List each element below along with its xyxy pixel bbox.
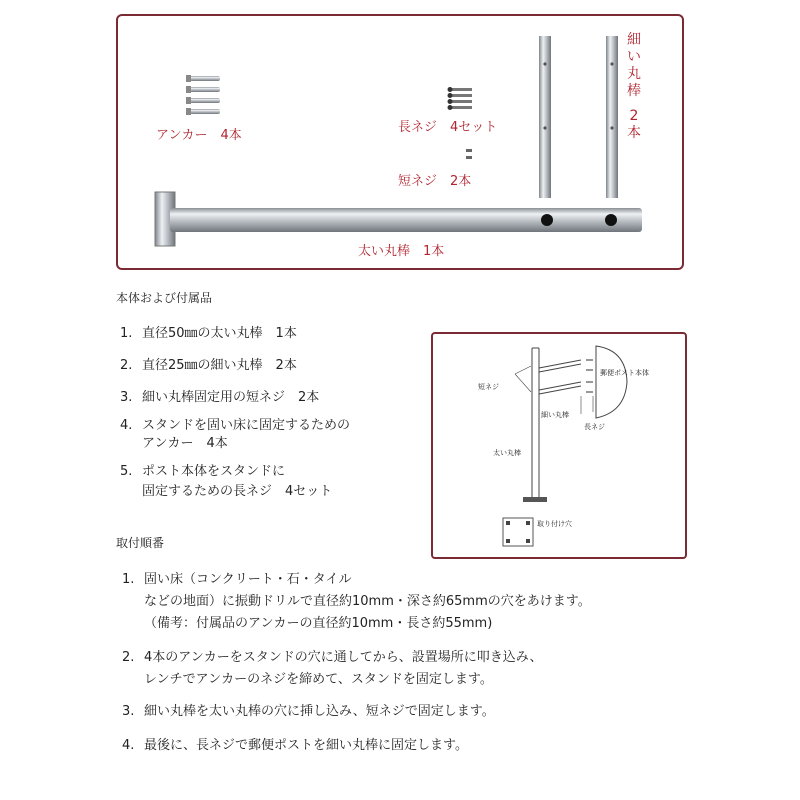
- list-item-continuation: アンカー 4本: [142, 436, 228, 451]
- short-screw-label: 短ネジ 2本: [398, 174, 472, 189]
- diagram-thick-rod-label: 太い丸棒: [493, 449, 521, 457]
- parts-illustration: [0, 0, 800, 280]
- step-item: 3. 細い丸棒を太い丸棒の穴に挿し込み、短ネジで固定します。: [122, 704, 495, 719]
- step-item-line: レンチでアンカーのネジを締めて、スタンドを固定します。: [144, 672, 493, 687]
- diagram-thin-rod-label: 細い丸棒: [541, 411, 569, 419]
- thick-rod-icon: [155, 192, 642, 246]
- thick-rod-label: 太い丸棒 1本: [358, 244, 445, 259]
- list-item: 3. 細い丸棒固定用の短ネジ 2本: [120, 390, 320, 405]
- steps-heading: 取付順番: [116, 536, 165, 550]
- long-screws-icon: [448, 87, 473, 110]
- step-item: 4. 最後に、長ネジで郵便ポストを細い丸棒に固定します。: [122, 738, 468, 753]
- step-item-line: （備考：付属品のアンカーの直径約10mm・長さ約55mm): [144, 616, 493, 631]
- thin-rod-count: 2本: [627, 108, 641, 141]
- diagram-long-screw-label: 長ネジ: [584, 423, 605, 431]
- step-item: 1. 固い床（コンクリート・石・タイル: [122, 572, 352, 587]
- thin-rod-label: 細い丸棒: [627, 32, 641, 99]
- anchor-bolts-icon: [186, 75, 220, 115]
- diagram-mount-hole-label: 取り付け穴: [537, 520, 572, 528]
- step-item: 2. 4本のアンカーをスタンドの穴に通してから、設置場所に叩き込み、: [122, 650, 543, 665]
- long-screw-label: 長ネジ 4セット: [398, 120, 498, 135]
- diagram-short-screw-label: 短ネジ: [478, 383, 499, 391]
- list-item: 2. 直径25㎜の細い丸棒 2本: [120, 358, 297, 373]
- short-screws-icon: [466, 149, 472, 159]
- step-item-line: などの地面）に振動ドリルで直径約10mm・深さ約65mmの穴をあけます。: [144, 594, 591, 609]
- list-item: 5. ポスト本体をスタンドに: [120, 464, 286, 479]
- diagram-post-body-label: 郵便ポスト本体: [600, 369, 649, 377]
- anchor-label: アンカー 4本: [156, 128, 242, 143]
- list-item-continuation: 固定するための長ネジ 4セット: [142, 484, 333, 499]
- thin-rod-icon: [539, 36, 618, 198]
- accessories-heading: 本体および付属品: [116, 291, 213, 305]
- list-item: 1. 直径50㎜の太い丸棒 1本: [120, 326, 297, 341]
- list-item: 4. スタンドを固い床に固定するための: [120, 418, 351, 433]
